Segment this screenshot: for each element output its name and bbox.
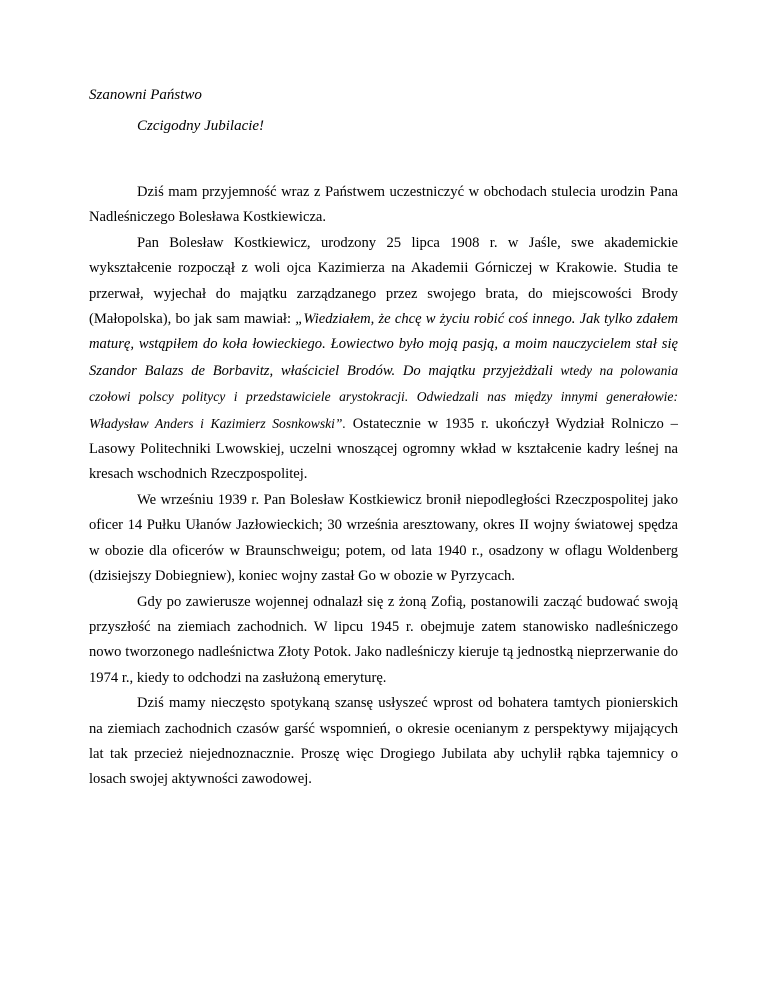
paragraph-3: We wrześniu 1939 r. Pan Bolesław Kostkiewicz bronił niepodległości Rzeczpospolitej jako oficer 14 Pułku Ułanów Jazłowieckich; 30 września aresztowany, okres II wojny światowej spędza w obozie dla oficerów w Braunschweigu; potem, od lata 1940 r., osadzony w oflagu Woldenberg (dzisiejszy Dobiegniew), koniec wojny zastał Go w obozie w Pyrzycach.: [89, 491, 678, 585]
salutation-line-1: Szanowni Państwo: [89, 87, 202, 103]
paragraph-5: Dziś mamy nieczęsto spotykaną szansę usłyszeć wprost od bohatera tamtych pionierskich na ziemiach zachodnich czasów garść wspomnień, o okresie ocenianym z perspektywy mijających lat tak przecież niejednoznacznie. Proszę więc Drogiego Jubilata aby uchylił rąbka tajemnicy o losach swojej aktywności zawodowej.: [89, 695, 678, 788]
paragraph-2: [89, 231, 678, 488]
paragraph-2-quote-a: „Wiedziałem, że chcę w życiu robić coś innego. Jak tylko zdałem maturę, wstąpiłem do koła łowieckiego. Łowiectwo było moją pasją, a moim nauczycielem stał się Szandor Balazs de Borbavitz, właściciel Brodów. Do majątku przyjeżdżali: [89, 311, 678, 379]
paragraph-2-intro: Pan Bolesław Kostkiewicz, urodzony 25 lipca 1908 r. w Jaśle, swe akademickie wykształcenie rozpoczął z woli ojca Kazimierza na Akademii Górniczej w Krakowie. Studia te przerwał, wyjechał do majątku zarządzanego przez swojego brata, do miejscowości Brody (Małopolska), bo jak sam mawiał:: [89, 234, 678, 328]
paragraph-1: Dziś mam przyjemność wraz z Państwem uczestniczyć w obchodach stulecia urodzin Pana Nadleśniczego Bolesława Kostkiewicza.: [89, 184, 678, 226]
paragraph-4: Gdy po zawierusze wojennej odnalazł się z żoną Zofią, postanowili zacząć budować swoją przyszłość na ziemiach zachodnich. W lipcu 1945 r. obejmuje zatem stanowisko nadleśniczego nowo tworzonego nadleśnictwa Złoty Potok. Jako nadleśniczy kieruje tą jednostką nieprzerwanie do 1974 r., kiedy to odchodzi na zasłużoną emeryturę.: [89, 593, 678, 686]
paragraph-2-quote-b: wtedy na polowania czołowi polscy politycy i przedstawiciele arystokracji. Odwiedzali nas między innymi generałowie: Władysław Anders i Kazimierz Sosnkowski”.: [89, 362, 678, 431]
salutation-line-2: Czcigodny Jubilacie!: [137, 118, 265, 134]
paragraph-2-outro: Ostatecznie w 1935 r. ukończył Wydział Rolniczo – Lasowy Politechniki Lwowskiej, uczelni wnoszącej ogromny wkład w kształcenie kadry leśnej na kresach wschodnich Rzeczpospolitej.: [89, 415, 678, 483]
letter-body: [89, 180, 678, 793]
